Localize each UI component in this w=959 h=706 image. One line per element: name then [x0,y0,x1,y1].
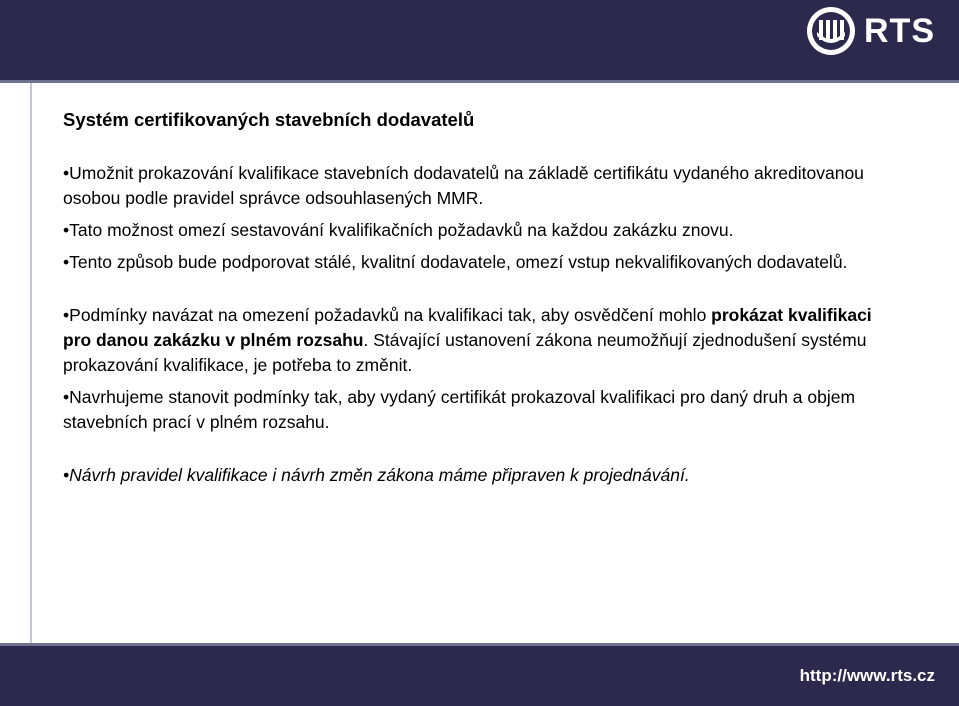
bullet-item [63,161,903,211]
bullet-text: Tento způsob bude podporovat stálé, kvalitní dodavatele, omezí vstup nekvalifikovaných dodavatelů. [69,252,848,272]
header-divider [0,80,959,83]
bullet-marker: • [63,220,70,240]
bullet-marker: • [63,163,70,183]
bullet-text: Umožnit prokazování kvalifikace stavebních dodavatelů na základě certifikátu vydaného akreditovanou osobou podle pravidel správce odsouhlasených MMR. [63,163,864,208]
bullet-text: Návrh pravidel kvalifikace i návrh změn zákona máme připraven k projednávání. [69,465,690,485]
bullet-item [63,218,903,243]
footer-url[interactable]: http://www.rts.cz [799,666,935,685]
bullet-marker: • [63,252,70,272]
bullet-item [63,385,903,435]
slide-title: Systém certifikovaných stavebních dodavatelů [63,109,475,130]
bullet-text: . Stávající ustanovení zákona neumožňují zjednodušení systému prokazování kvalifikace, je potřeba to změnit. [63,330,867,375]
rts-logo [806,6,935,56]
bullet-marker: • [63,305,70,325]
bullet-item [63,303,903,378]
slide-content [63,107,903,495]
rts-logo-icon [806,6,856,56]
bullet-text-emphasis: prokázat kvalifikaci pro danou zakázku v plném rozsahu [63,305,872,350]
bullet-item [63,463,903,488]
left-margin-line [30,83,32,643]
bullet-text: Tato možnost omezí sestavování kvalifikačních požadavků na každou zakázku znovu. [69,220,734,240]
spacer [63,442,903,463]
bullet-marker: • [63,387,70,407]
bullet-text: Navrhujeme stanovit podmínky tak, aby vydaný certifikát prokazoval kvalifikaci pro daný druh a objem stavebních prací v plném rozsahu. [63,387,856,432]
bullet-text: Podmínky navázat na omezení požadavků na kvalifikaci tak, aby osvědčení mohlo [69,305,712,325]
bullet-item [63,250,903,275]
spacer [63,282,903,303]
bullet-marker: • [63,465,70,485]
logo-text: RTS [864,11,935,50]
